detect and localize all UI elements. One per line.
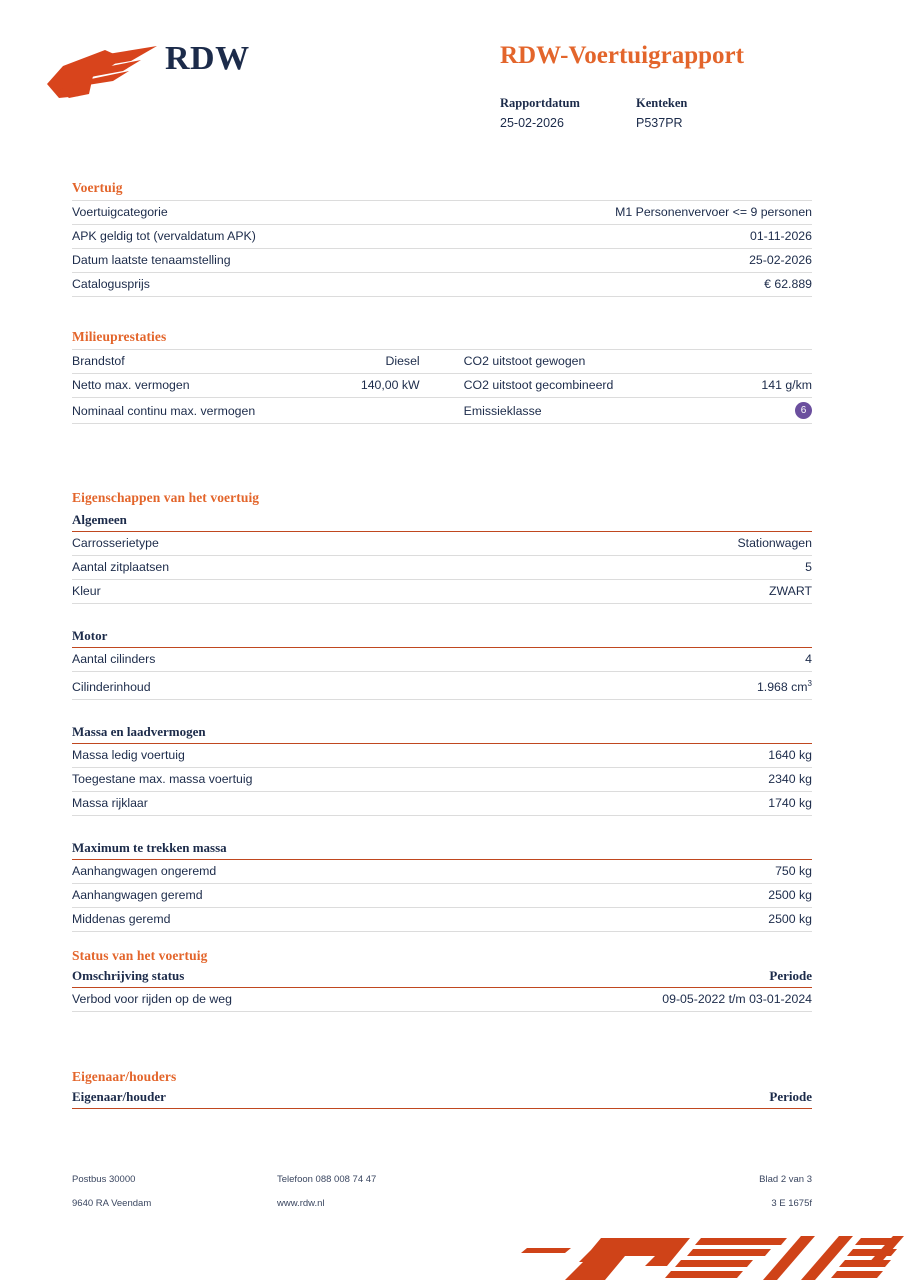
footer-address-line2: 9640 RA Veendam	[72, 1198, 152, 1209]
row-value-left: Diesel	[268, 350, 448, 374]
row-label: Cilinderinhoud	[72, 672, 442, 700]
group-algemeen	[72, 512, 812, 604]
table-row	[72, 580, 812, 604]
report-date-label: Rapportdatum	[500, 96, 580, 110]
status-badge: 6	[795, 402, 812, 419]
document-footer	[72, 1168, 812, 1216]
row-label: Voertuigcategorie	[72, 201, 442, 225]
row-label: Carrosserietype	[72, 532, 442, 556]
footer-line-1	[72, 1168, 812, 1192]
rdw-feather-arrow-icon	[45, 44, 160, 104]
algemeen-table	[72, 532, 812, 604]
row-value-right: 141 g/km	[658, 374, 812, 398]
section-eigenschappen	[72, 490, 812, 932]
row-label: APK geldig tot (vervaldatum APK)	[72, 225, 442, 249]
row-value-superscript: 3	[807, 679, 812, 688]
row-value: M1 Personenvervoer <= 9 personen	[442, 201, 812, 225]
row-value-right	[658, 398, 812, 424]
group-massa	[72, 724, 812, 816]
footer-line-2	[72, 1192, 812, 1216]
section-title-voertuig: Voertuig	[72, 180, 123, 195]
table-row	[72, 556, 812, 580]
group-motor	[72, 628, 812, 700]
footer-address-line1: Postbus 30000	[72, 1174, 136, 1185]
divider	[72, 1108, 812, 1109]
status-col-right-header: Periode	[769, 968, 812, 983]
plate-label: Kenteken	[636, 96, 688, 110]
row-value: 09-05-2022 t/m 03-01-2024	[442, 988, 812, 1012]
row-value: 2500 kg	[442, 884, 812, 908]
row-value: 2340 kg	[442, 768, 812, 792]
group-title: Algemeen	[72, 512, 127, 527]
table-row	[72, 768, 812, 792]
row-label-left: Brandstof	[72, 350, 268, 374]
footer-page-line2: 3 E 1675f	[771, 1198, 812, 1209]
table-row	[72, 398, 812, 424]
status-col-left-header: Omschrijving status	[72, 968, 185, 983]
row-label: Massa ledig voertuig	[72, 744, 442, 768]
table-row	[72, 792, 812, 816]
row-label-left: Nominaal continu max. vermogen	[72, 398, 268, 424]
trekken-massa-table	[72, 860, 812, 932]
report-date-value: 25-02-2026	[500, 116, 564, 130]
row-label: Massa rijklaar	[72, 792, 442, 816]
group-title: Massa en laadvermogen	[72, 724, 206, 740]
row-label: Aanhangwagen ongeremd	[72, 860, 442, 884]
table-row	[72, 225, 812, 249]
row-label: Middenas geremd	[72, 908, 442, 932]
table-row	[72, 273, 812, 297]
section-eigenaar	[72, 1069, 812, 1109]
table-row	[72, 744, 812, 768]
row-value: 750 kg	[442, 860, 812, 884]
eigenaar-col-right-header: Periode	[769, 1089, 812, 1104]
row-label: Catalogusprijs	[72, 273, 442, 297]
section-milieuprestaties	[72, 329, 812, 424]
table-row	[72, 672, 812, 700]
status-column-headers	[72, 968, 812, 987]
row-value: 4	[442, 648, 812, 672]
row-value	[442, 672, 812, 700]
row-value-text: 1.968 cm	[756, 680, 808, 695]
row-value: ZWART	[442, 580, 812, 604]
status-table	[72, 988, 812, 1012]
footer-contact-line2: www.rdw.nl	[277, 1198, 325, 1209]
table-row	[72, 532, 812, 556]
voertuig-table	[72, 200, 812, 297]
row-label: Aantal zitplaatsen	[72, 556, 442, 580]
row-value: 2500 kg	[442, 908, 812, 932]
milieuprestaties-table	[72, 349, 812, 424]
group-trekken-massa	[72, 840, 812, 932]
row-value: € 62.889	[442, 273, 812, 297]
table-row	[72, 884, 812, 908]
table-row	[72, 860, 812, 884]
row-label: Verbod voor rijden op de weg	[72, 988, 442, 1012]
eigenaar-column-headers	[72, 1089, 812, 1108]
footer-contact-line1: Telefoon 088 008 74 47	[277, 1174, 377, 1185]
motor-table	[72, 648, 812, 700]
group-title: Motor	[72, 628, 108, 643]
rdw-speed-stripes-icon	[505, 1222, 904, 1280]
section-title-eigenaar: Eigenaar/houders	[72, 1069, 177, 1084]
plate-value: P537PR	[636, 116, 683, 130]
document-header	[0, 0, 904, 160]
table-row	[72, 201, 812, 225]
table-row	[72, 249, 812, 273]
row-label: Aanhangwagen geremd	[72, 884, 442, 908]
eigenaar-col-left-header: Eigenaar/houder	[72, 1089, 166, 1104]
row-label-right: CO2 uitstoot gecombineerd	[448, 374, 659, 398]
row-value: 25-02-2026	[442, 249, 812, 273]
row-value: 5	[442, 556, 812, 580]
section-status	[72, 948, 812, 1012]
report-meta	[500, 96, 830, 130]
row-label-right: Emissieklasse	[448, 398, 659, 424]
section-title-milieuprestaties: Milieuprestaties	[72, 329, 167, 344]
row-label: Datum laatste tenaamstelling	[72, 249, 442, 273]
rdw-wordmark: RDW	[165, 40, 250, 77]
row-label-right: CO2 uitstoot gewogen	[448, 350, 659, 374]
row-label: Kleur	[72, 580, 442, 604]
table-row	[72, 908, 812, 932]
table-row	[72, 648, 812, 672]
row-label: Aantal cilinders	[72, 648, 442, 672]
row-value: 1740 kg	[442, 792, 812, 816]
table-row	[72, 988, 812, 1012]
section-voertuig	[72, 180, 812, 297]
table-row	[72, 374, 812, 398]
massa-table	[72, 744, 812, 816]
row-value: 01-11-2026	[442, 225, 812, 249]
row-value-left	[268, 398, 448, 424]
report-date-block	[500, 96, 636, 130]
row-value: Stationwagen	[442, 532, 812, 556]
plate-block	[636, 96, 772, 130]
row-value-left: 140,00 kW	[268, 374, 448, 398]
rdw-logo	[45, 30, 305, 110]
section-title-status: Status van het voertuig	[72, 948, 208, 963]
row-value: 1640 kg	[442, 744, 812, 768]
section-title-eigenschappen: Eigenschappen van het voertuig	[72, 490, 260, 505]
group-title: Maximum te trekken massa	[72, 840, 227, 856]
page-title: RDW-Voertuigrapport	[500, 42, 744, 69]
table-row	[72, 350, 812, 374]
footer-page-line1: Blad 2 van 3	[759, 1174, 812, 1185]
row-value-right	[658, 350, 812, 374]
row-label: Toegestane max. massa voertuig	[72, 768, 442, 792]
row-label-left: Netto max. vermogen	[72, 374, 268, 398]
